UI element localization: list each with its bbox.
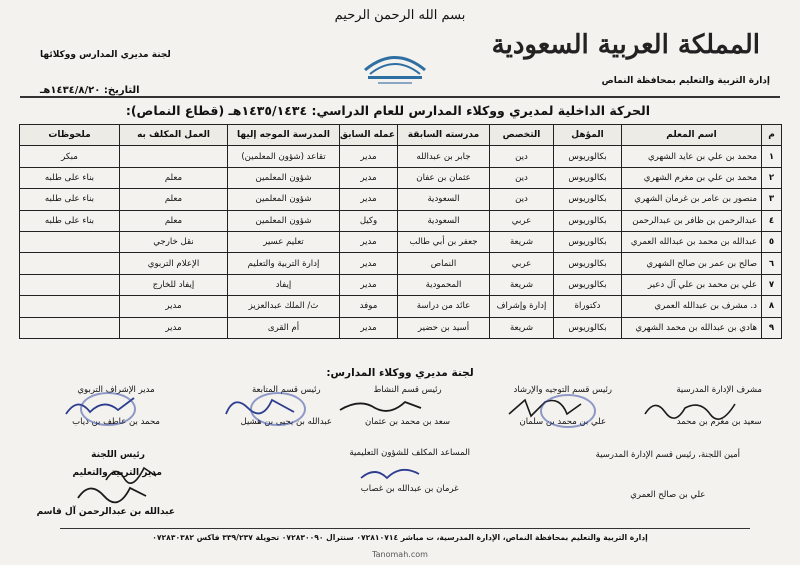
table-cell: إيفاد xyxy=(228,274,340,295)
table-cell: تقاعد (شؤون المعلمين) xyxy=(228,146,340,167)
table-cell: عربي xyxy=(490,253,554,274)
handwritten-signature-icon xyxy=(355,460,425,486)
handwritten-signature-icon xyxy=(70,478,150,504)
signer-role: رئيس قسم النشاط xyxy=(373,385,442,395)
footer-contact: إدارة التربية والتعليم بمحافظة النماص، الإدارة المدرسية، ت مباشر ٠٧٢٨١٠٧١٤ سنترال ٠٧٢٨٣٠٠٩٠ تحويلة ٣٣٩/٢٣٧ فاكس ٠٧٢٨٣٠٣٨٢ xyxy=(152,533,648,542)
table-cell: بكالوريوس xyxy=(554,253,622,274)
table-cell xyxy=(20,317,120,338)
table-cell: عائد من دراسة xyxy=(398,296,490,317)
table-row xyxy=(20,231,782,252)
signer-name: محمد بن عاطف بن ذياب xyxy=(72,417,160,427)
table-cell: بناء على طلبه xyxy=(20,210,120,231)
row-number: ٢ xyxy=(762,167,782,188)
table-row xyxy=(20,253,782,274)
table-row xyxy=(20,317,782,338)
table-header-row xyxy=(20,125,782,146)
signer-role: مدير الإشراف التربوي xyxy=(77,385,155,395)
table-cell xyxy=(120,146,228,167)
table-cell: بكالوريوس xyxy=(554,167,622,188)
signatures-heading: لجنة مديري ووكلاء المدارس: xyxy=(326,367,474,379)
teacher-name-cell: د. مشرف بن عبدالله العمري xyxy=(622,296,762,317)
table-cell: الإعلام التربوي xyxy=(120,253,228,274)
table-cell: بناء على طلبه xyxy=(20,189,120,210)
table-row xyxy=(20,296,782,317)
table-cell: بكالوريوس xyxy=(554,189,622,210)
table-cell: معلم xyxy=(120,210,228,231)
kingdom-title: المملكة العربية السعودية xyxy=(491,30,760,60)
row-number: ٦ xyxy=(762,253,782,274)
teacher-name-cell: محمد بن علي بن عايد الشهري xyxy=(622,146,762,167)
table-cell: معلم xyxy=(120,189,228,210)
table-cell: دين xyxy=(490,146,554,167)
table-row xyxy=(20,146,782,167)
teacher-name-cell: صالح بن عمر بن صالح الشهري xyxy=(622,253,762,274)
table-cell: ث/ الملك عبدالعزيز xyxy=(228,296,340,317)
handwritten-signature-icon xyxy=(640,396,740,420)
row-number: ٩ xyxy=(762,317,782,338)
signature-block xyxy=(596,450,740,500)
table-cell: إدارة وإشراف xyxy=(490,296,554,317)
table-cell: مدير xyxy=(340,146,398,167)
table-cell: شريعة xyxy=(490,317,554,338)
table-cell: مدير xyxy=(340,231,398,252)
column-header: م xyxy=(762,125,782,146)
table-row xyxy=(20,210,782,231)
signer-name: علي بن صالح العمري xyxy=(630,490,706,500)
column-header: التخصص xyxy=(490,125,554,146)
row-number: ١ xyxy=(762,146,782,167)
table-cell: وكيل xyxy=(340,210,398,231)
table-cell xyxy=(20,274,120,295)
signer-name: سعد بن محمد بن عثمان xyxy=(365,417,450,427)
table-cell: السعودية xyxy=(398,210,490,231)
row-number: ٣ xyxy=(762,189,782,210)
table-cell: دين xyxy=(490,189,554,210)
row-number: ٧ xyxy=(762,274,782,295)
table-cell: دين xyxy=(490,167,554,188)
signer-name: سعيد بن مغرم بن محمد xyxy=(676,417,762,427)
table-cell: موفد xyxy=(340,296,398,317)
table-cell: مبكر xyxy=(20,146,120,167)
table-cell: بكالوريوس xyxy=(554,146,622,167)
signer-name: عبدالله بن يحيى بن هشيل xyxy=(240,417,332,427)
row-number: ٨ xyxy=(762,296,782,317)
header-divider xyxy=(20,96,780,98)
column-header: مدرسته السابقة xyxy=(398,125,490,146)
table-cell: إيفاد للخارج xyxy=(120,274,228,295)
table-cell: دكتوراة xyxy=(554,296,622,317)
table-cell: بناء على طلبه xyxy=(20,167,120,188)
table-cell: مدير xyxy=(340,167,398,188)
table-cell: جابر بن عبدالله xyxy=(398,146,490,167)
column-header: العمل المكلف به xyxy=(120,125,228,146)
table-cell: مدير xyxy=(120,296,228,317)
watermark: Tanomah.com xyxy=(372,550,428,559)
column-header: ملحوظات xyxy=(20,125,120,146)
teacher-name-cell: علي بن محمد بن علي آل دعير xyxy=(622,274,762,295)
table-cell: شؤون المعلمين xyxy=(228,167,340,188)
signer-role: أمين اللجنة، رئيس قسم الإدارة المدرسية xyxy=(595,450,740,460)
table-cell xyxy=(20,296,120,317)
table-cell: عثمان بن عفان xyxy=(398,167,490,188)
row-number: ٤ xyxy=(762,210,782,231)
table-cell: مدير xyxy=(340,274,398,295)
table-row xyxy=(20,274,782,295)
signer-role: مشرف الإدارة المدرسية xyxy=(676,385,762,395)
official-stamp-icon xyxy=(540,394,596,428)
table-row xyxy=(20,189,782,210)
directorate-name: إدارة التربية والتعليم بمحافظة النماص xyxy=(601,76,770,86)
column-header: المدرسة الموجه إليها xyxy=(228,125,340,146)
table-cell: أسيد بن حضير xyxy=(398,317,490,338)
row-number: ٥ xyxy=(762,231,782,252)
table-cell: تعليم عسير xyxy=(228,231,340,252)
column-header: المؤهل xyxy=(554,125,622,146)
table-cell: عربي xyxy=(490,210,554,231)
basmala: بسم الله الرحمن الرحيم xyxy=(334,8,466,23)
table-cell: مدير xyxy=(120,317,228,338)
table-cell: المحمودية xyxy=(398,274,490,295)
table-cell: شريعة xyxy=(490,274,554,295)
signer-name: غرمان بن عبدالله بن غصاب xyxy=(360,484,459,494)
table-cell: بكالوريوس xyxy=(554,210,622,231)
table-cell: معلم xyxy=(120,167,228,188)
table-cell: أم القرى xyxy=(228,317,340,338)
column-header: عمله السابق xyxy=(340,125,398,146)
table-body xyxy=(20,146,782,339)
signer-role: رئيس قسم التوجيه والإرشاد xyxy=(513,385,612,395)
column-header: اسم المعلم xyxy=(622,125,762,146)
table-cell: مدير xyxy=(340,189,398,210)
table-cell: شريعة xyxy=(490,231,554,252)
table-cell: شؤون المعلمين xyxy=(228,210,340,231)
official-stamp-icon xyxy=(250,392,306,426)
table-cell: بكالوريوس xyxy=(554,274,622,295)
committee-chair-role: رئيس اللجنة xyxy=(91,450,145,460)
table-cell: النماص xyxy=(398,253,490,274)
document-date: التاريخ: ١٤٣٤/٨/٢٠هـ xyxy=(40,85,140,96)
table-cell: شؤون المعلمين xyxy=(228,189,340,210)
table-cell: مدير xyxy=(340,317,398,338)
handwritten-signature-icon xyxy=(335,394,425,418)
teacher-name-cell: هادي بن عبدالله بن محمد الشهري xyxy=(622,317,762,338)
official-stamp-icon xyxy=(80,392,136,426)
table-cell xyxy=(20,231,120,252)
footer-divider xyxy=(60,528,750,529)
signer-role: المساعد المكلف للشؤون التعليمية xyxy=(349,448,470,458)
signer-role: رئيس قسم المتابعة xyxy=(251,385,321,395)
committee-header: لجنة مديري المدارس ووكلائها xyxy=(40,50,171,60)
ministry-logo-icon xyxy=(350,40,440,90)
teacher-name-cell: منصور بن عامر بن غرمان الشهري xyxy=(622,189,762,210)
signer-name: علي بن محمد بن سلمان xyxy=(519,417,607,427)
committee-chair-title: مدير التربية والتعليم xyxy=(72,468,162,478)
transfers-table xyxy=(19,124,782,339)
table-cell: بكالوريوس xyxy=(554,317,622,338)
teacher-name-cell: عبدالرحمن بن ظافر بن عبدالرحمن xyxy=(622,210,762,231)
table-cell: مدير xyxy=(340,253,398,274)
teacher-name-cell: محمد بن علي بن مغرم الشهري xyxy=(622,167,762,188)
document-title: الحركة الداخلية لمديري ووكلاء المدارس للعام الدراسي: ١٤٣٥/١٤٣٤هـ (قطاع النماص): xyxy=(125,103,650,118)
committee-chair-name: عبدالله بن عبدالرحمن آل قاسم xyxy=(36,507,175,517)
table-cell xyxy=(20,253,120,274)
teacher-name-cell: عبدالله بن محمد بن عبدالله العمري xyxy=(622,231,762,252)
table-row xyxy=(20,167,782,188)
table-cell: نقل خارجي xyxy=(120,231,228,252)
table-cell: إدارة التربية والتعليم xyxy=(228,253,340,274)
table-cell: بكالوريوس xyxy=(554,231,622,252)
table-cell: السعودية xyxy=(398,189,490,210)
table-cell: جعفر بن أبي طالب xyxy=(398,231,490,252)
